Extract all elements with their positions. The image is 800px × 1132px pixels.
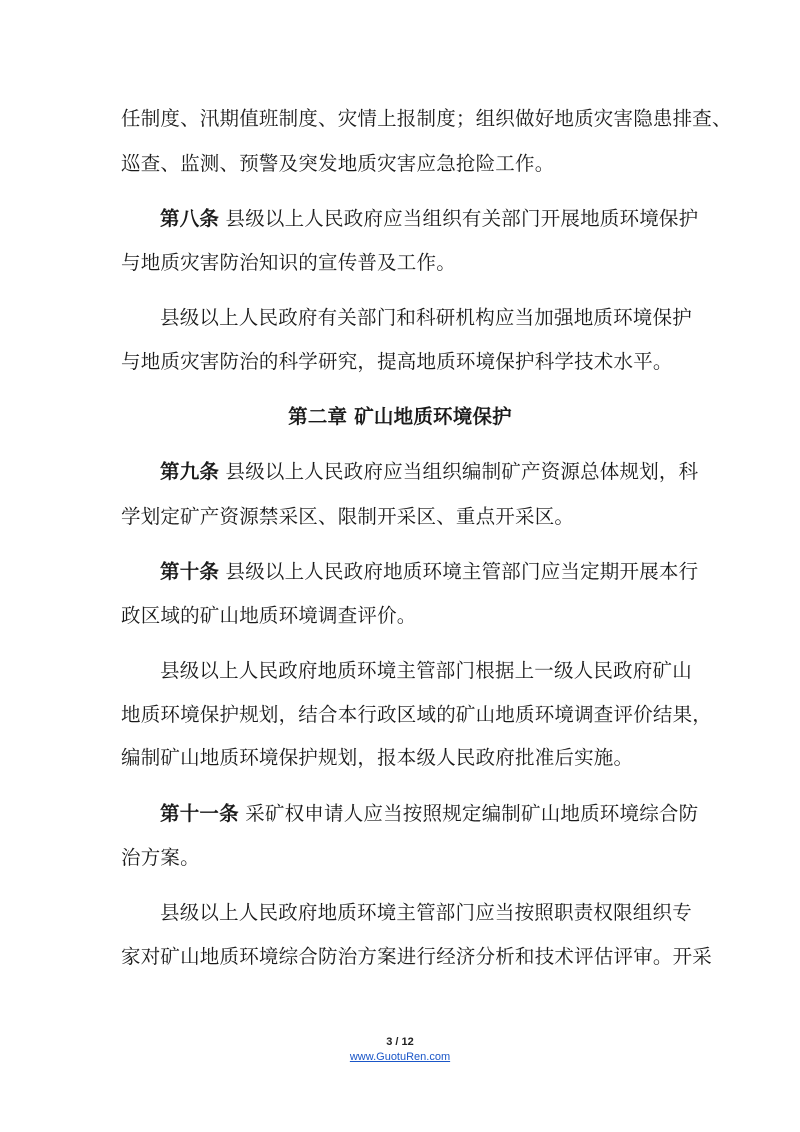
article-9-text: 县级以上人民政府应当组织编制矿产资源总体规划，科 (219, 460, 699, 483)
chapter-heading: 第二章 矿山地质环境保护 (288, 405, 512, 428)
article-11-text: 采矿权申请人应当按照规定编制矿山地质环境综合防 (238, 802, 699, 825)
article-9-line-1 (160, 460, 720, 484)
paragraph-line: 家对矿山地质环境综合防治方案进行经济分析和技术评估评审。开采 (121, 945, 713, 968)
article-10-line-1 (160, 560, 720, 584)
article-8-label: 第八条 (160, 207, 220, 230)
article-10-text: 县级以上人民政府地质环境主管部门应当定期开展本行 (219, 560, 699, 583)
article-9-label: 第九条 (160, 460, 220, 483)
paragraph-line: 县级以上人民政府有关部门和科研机构应当加强地质环境保护 (160, 306, 692, 329)
article-9-line-2: 学划定矿产资源禁采区、限制开采区、重点开采区。 (121, 505, 575, 528)
article-8-text: 县级以上人民政府应当组织有关部门开展地质环境保护 (219, 207, 699, 230)
page-number: 3 / 12 (386, 1036, 414, 1048)
paragraph-line: 县级以上人民政府地质环境主管部门应当按照职责权限组织专 (160, 901, 692, 924)
site-link[interactable]: www.GuotuRen.com (349, 1051, 451, 1063)
paragraph-line: 与地质灾害防治的科学研究，提高地质环境保护科学技术水平。 (121, 350, 673, 373)
article-10-line-2: 政区域的矿山地质环境调查评价。 (121, 604, 417, 627)
paragraph-line: 地质环境保护规划，结合本行政区域的矿山地质环境调查评价结果， (121, 703, 713, 726)
body-line: 巡查、监测、预警及突发地质灾害应急抢险工作。 (121, 152, 555, 175)
body-line: 任制度、汛期值班制度、灾情上报制度；组织做好地质灾害隐患排查、 (121, 107, 732, 130)
paragraph-line: 县级以上人民政府地质环境主管部门根据上一级人民政府矿山 (160, 659, 692, 682)
article-8-line-1 (160, 207, 720, 231)
paragraph-line: 编制矿山地质环境保护规划，报本级人民政府批准后实施。 (121, 746, 634, 769)
article-10-label: 第十条 (160, 560, 220, 583)
article-11-line-1 (160, 802, 720, 826)
article-8-line-2: 与地质灾害防治知识的宣传普及工作。 (121, 251, 456, 274)
article-11-label: 第十一条 (160, 802, 239, 825)
article-11-line-2: 治方案。 (121, 846, 200, 869)
